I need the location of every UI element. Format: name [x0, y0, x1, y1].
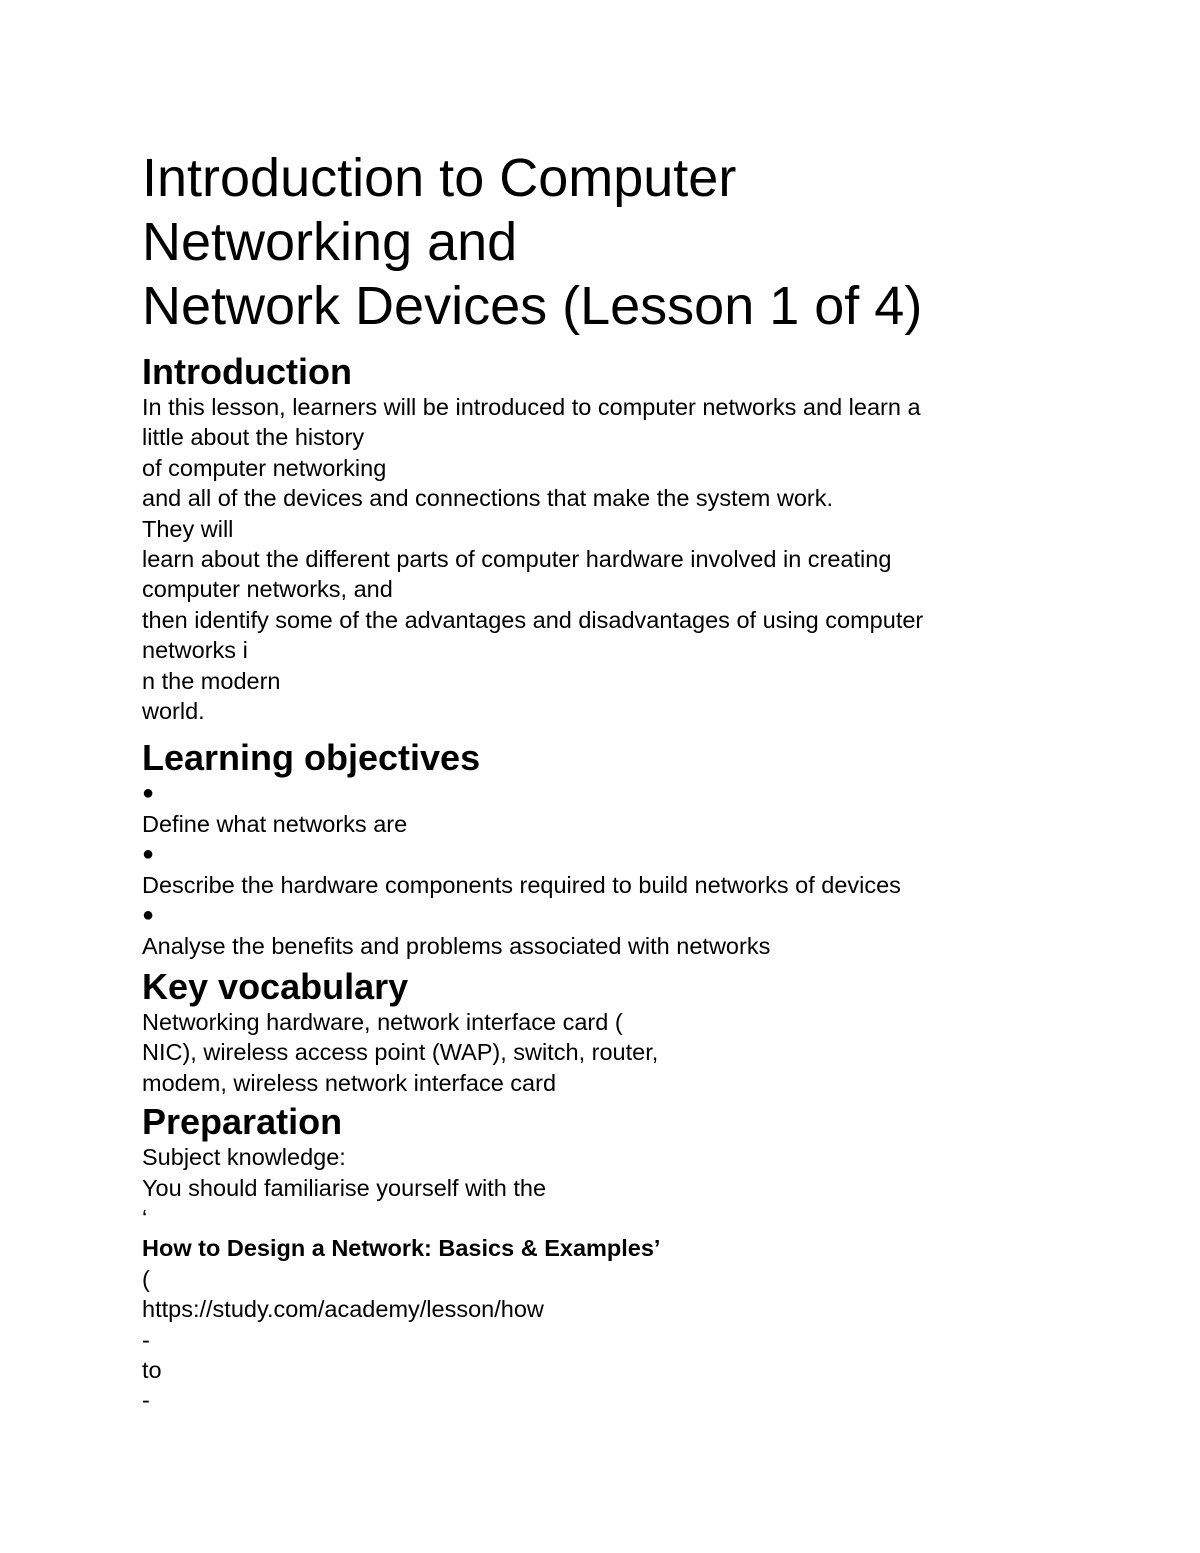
- introduction-line: learn about the different parts of computer hardware involved in creating: [142, 546, 892, 573]
- objective-item: Define what networks are: [142, 810, 408, 837]
- vocabulary-section: [142, 967, 1102, 1098]
- title-line-3: Network Devices (Lesson 1 of 4): [142, 276, 923, 336]
- objectives-section: [142, 738, 1102, 960]
- resource-url[interactable]: https://study.com/academy/lesson/how: [142, 1296, 544, 1323]
- objectives-heading: Learning objectives: [142, 737, 481, 779]
- resource-title: How to Design a Network: Basics & Examples’: [142, 1235, 661, 1262]
- introduction-section: [142, 352, 1102, 726]
- vocabulary-heading: Key vocabulary: [142, 965, 409, 1007]
- introduction-line: then identify some of the advantages and disadvantages of using computer: [142, 606, 924, 633]
- introduction-line: computer networks, and: [142, 576, 393, 603]
- vocabulary-line: NIC), wireless access point (WAP), switch, router,: [142, 1039, 659, 1066]
- introduction-line: little about the history: [142, 424, 365, 451]
- title-line-1: Introduction to Computer: [142, 148, 737, 208]
- objective-item: Describe the hardware components required to build networks of devices: [142, 871, 901, 898]
- preparation-line: to: [142, 1356, 162, 1383]
- introduction-line: and all of the devices and connections that make the system work.: [142, 485, 834, 512]
- introduction-line: n the modern: [142, 667, 281, 694]
- vocabulary-line: modem, wireless network interface card: [142, 1069, 557, 1096]
- bullet-icon: ●: [142, 782, 155, 805]
- introduction-heading: Introduction: [142, 351, 352, 392]
- preparation-line: (: [142, 1265, 150, 1292]
- vocabulary-line: Networking hardware, network interface card (: [142, 1008, 623, 1035]
- bullet-icon: ●: [142, 843, 155, 866]
- introduction-line: world.: [142, 698, 205, 725]
- introduction-line: In this lesson, learners will be introduced to computer networks and learn a: [142, 394, 921, 420]
- document-title: [142, 146, 1102, 338]
- preparation-heading: Preparation: [142, 1101, 343, 1143]
- introduction-line: of computer networking: [142, 454, 387, 481]
- preparation-section: [142, 1102, 1102, 1416]
- preparation-line: -: [142, 1387, 150, 1414]
- preparation-line: Subject knowledge:: [142, 1144, 346, 1171]
- objective-item: Analyse the benefits and problems associated with networks: [142, 932, 771, 959]
- introduction-line: networks i: [142, 637, 248, 664]
- document-page: [142, 146, 1102, 1416]
- introduction-line: They will: [142, 515, 234, 542]
- preparation-line: -: [142, 1326, 150, 1353]
- title-line-2: Networking and: [142, 212, 518, 272]
- bullet-icon: ●: [142, 904, 155, 927]
- preparation-line: ‘: [142, 1204, 148, 1231]
- preparation-line: You should familiarise yourself with the: [142, 1174, 547, 1201]
